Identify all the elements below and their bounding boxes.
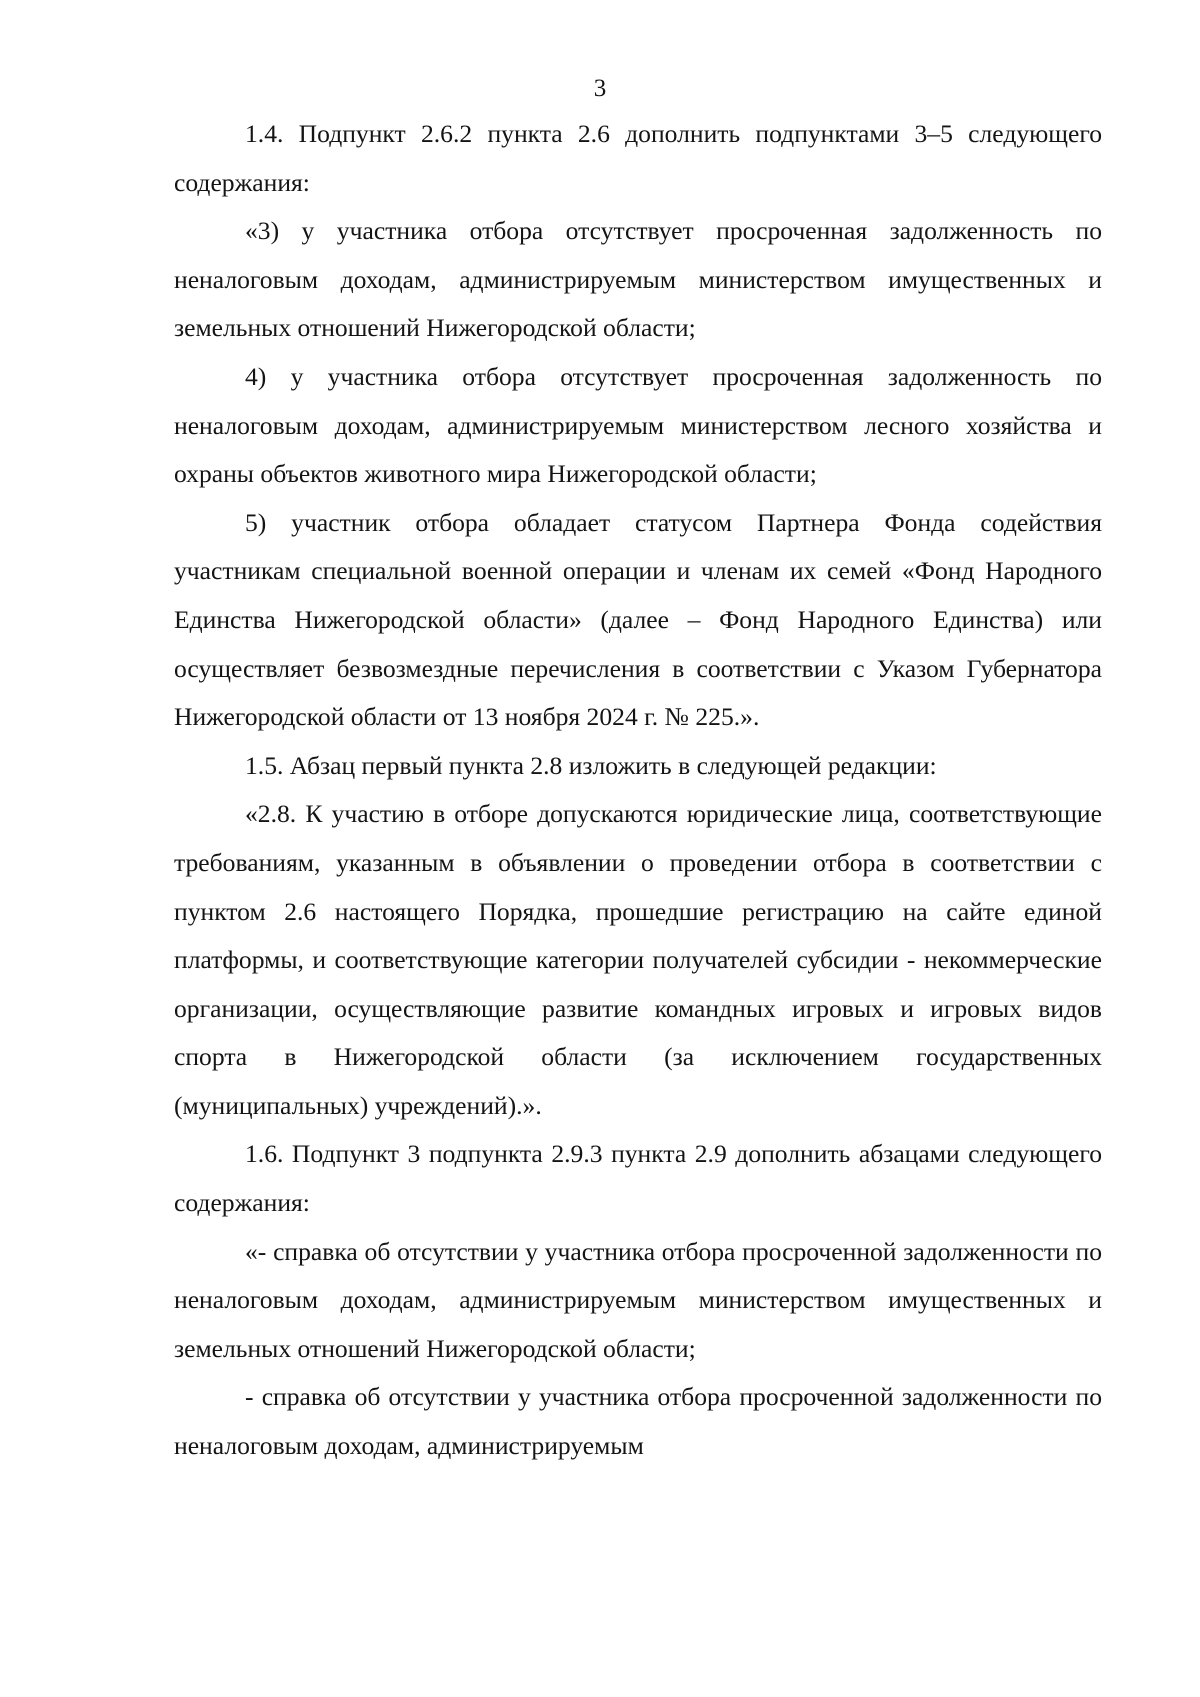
paragraph-certificate-2: - справка об отсутствии у участника отбора просроченной задолженности по неналоговым доходам, администрируемым	[174, 1382, 1102, 1461]
paragraph-1-5: 1.5. Абзац первый пункта 2.8 изложить в следующей редакции:	[245, 750, 937, 780]
paragraph-subitem-3: «3) у участника отбора отсутствует просроченная задолженность по неналоговым доходам, администрируемым министерством имущественных и земельных отношений Нижегородской области;	[174, 216, 1102, 343]
paragraph-subitem-4: 4) у участника отбора отсутствует просроченная задолженность по неналоговым доходам, администрируемым министерством лесного хозяйства и охраны объектов животного мира Нижегородской области;	[174, 361, 1102, 489]
page-number: 3	[593, 75, 607, 102]
paragraph-subitem-5: 5) участник отбора обладает статусом Партнера Фонда содействия участникам специальной военной операции и членам их семей «Фонд Народного Единства Нижегородской области» (далее – Фонд Народного Единства) или осуществляет безвозмездные перечисления в соответствии с Указом Губернатора Нижегородской области от 13 ноября 2024 г. № 225.».	[174, 507, 1102, 732]
paragraph-certificate-1: «- справка об отсутствии у участника отбора просроченной задолженности по неналоговым доходам, администрируемым министерством имущественных и земельных отношений Нижегородской области;	[174, 1236, 1102, 1363]
paragraph-2-8: «2.8. К участию в отборе допускаются юридические лица, соответствующие требованиям, указанным в объявлении о проведении отбора в соответствии с пунктом 2.6 настоящего Порядка, прошедшие регистрацию на сайте единой платформы, и соответствующие категории получателей субсидии - некоммерческие организации, осуществляющие развитие командных игровых и игровых видов спорта в Нижегородской области (за исключением государственных (муниципальных) учреждений).».	[174, 799, 1102, 1120]
document-body	[174, 110, 1102, 1471]
paragraph-1-4: 1.4. Подпункт 2.6.2 пункта 2.6 дополнить подпунктами 3–5 следующего содержания:	[174, 119, 1102, 197]
paragraph-1-6: 1.6. Подпункт 3 подпункта 2.9.3 пункта 2.9 дополнить абзацами следующего содержания:	[174, 1139, 1102, 1218]
